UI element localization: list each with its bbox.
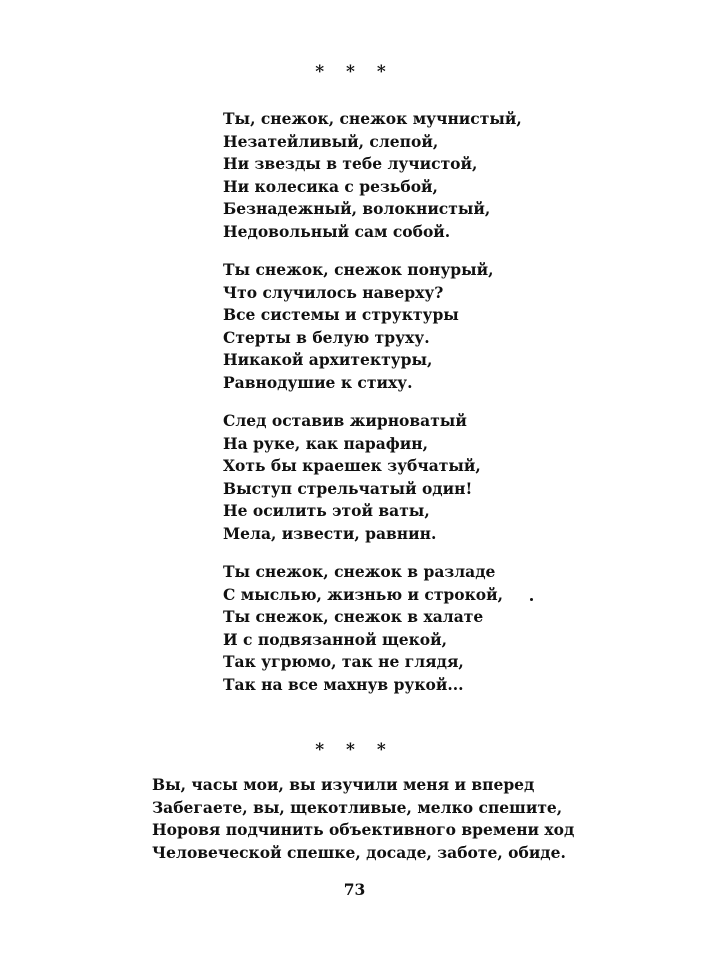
poem-line: След оставив жирноватый	[223, 411, 467, 430]
poem-line: Так угрюмо, так не глядя,	[223, 652, 464, 671]
stanza-2	[223, 259, 522, 394]
print-speck	[530, 598, 533, 601]
stanza-3	[223, 410, 522, 545]
poem-line: Все системы и структуры	[223, 305, 459, 324]
poem-line: Стерты в белую труху.	[223, 327, 430, 347]
poem-line: Хоть бы крaешек зубчатый,	[223, 456, 481, 475]
section-divider-1: * * *	[315, 62, 394, 82]
poem-line: Вы, часы мои, вы изучили меня и вперед	[152, 775, 535, 794]
poem-line: Незатейливый, слепой,	[223, 131, 439, 151]
poem-line: Ни колесика с резьбой,	[223, 176, 438, 196]
poem-line: Безнадежный, волокнистый,	[223, 199, 491, 218]
poem-line: Никакой архитектуры,	[223, 350, 433, 369]
poem-line: Недовольный сам собой.	[223, 221, 451, 241]
poem-1	[223, 108, 522, 696]
poem-line: С мыслью, жизнью и строкой,	[223, 584, 504, 604]
poem-line: Ты, снежок, снежок мучнистый,	[223, 109, 522, 128]
poem-line: Что случилось наверху?	[223, 282, 444, 302]
poem-line: Ты снежок, снежок понурый,	[223, 260, 494, 279]
stanza-1	[223, 108, 522, 243]
poem-line: Равнодушие к стиху.	[223, 372, 413, 392]
section-divider-2: * * *	[315, 740, 394, 760]
poem-line: Норовя подчинить объективного времени ход	[152, 820, 575, 839]
poem-line: Выступ стрельчатый один!	[223, 478, 473, 498]
poem-line: Человеческой спешке, досаде, заботе, обиде.	[152, 842, 566, 862]
poem-line: И с подвязанной щекой,	[223, 629, 448, 649]
poem-line: Мела, извести, равнин.	[223, 523, 437, 543]
page-number: 73	[343, 880, 366, 899]
poem-line: Ни звезды в тебе лучистой,	[223, 154, 478, 173]
stanza-4	[223, 561, 522, 696]
poem-line: Ты снежок, снежок в разладе	[223, 562, 496, 581]
poem-line: Так на все махнув рукой...	[223, 674, 464, 694]
poem-line: На руке, как парафин,	[223, 433, 429, 453]
poem-line: Забегаете, вы, щекотливые, мелко спешите,	[152, 797, 563, 817]
poem-line: Не осилить этой ваты,	[223, 501, 430, 520]
poem-2	[152, 774, 574, 864]
poem-line: Ты снежок, снежок в халате	[223, 607, 484, 626]
